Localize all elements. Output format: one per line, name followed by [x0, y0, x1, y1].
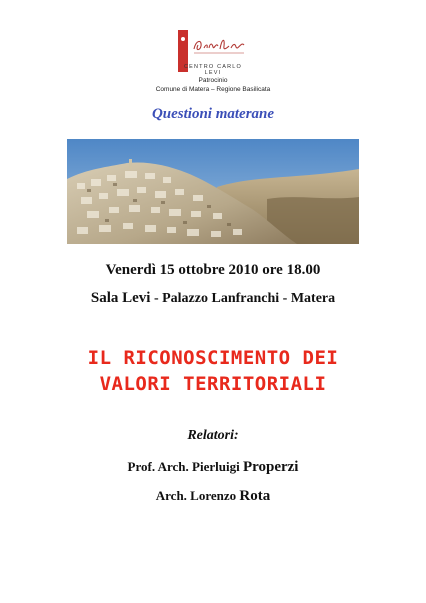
speakers-label: Relatori:	[187, 428, 239, 443]
speaker-1	[0, 459, 426, 476]
centro-carlo-levi-logo	[178, 30, 248, 76]
venue-hall: Sala Levi	[90, 290, 151, 306]
speaker-1-surname: Properzi	[242, 459, 299, 475]
matera-sassi-photo	[67, 139, 359, 244]
logo-dot	[181, 37, 185, 41]
event-date-time: Venerdì 15 ottobre 2010 ore 18.00	[105, 262, 321, 278]
series-title: Questioni materane	[151, 106, 275, 122]
speaker-2-surname: Rota	[239, 488, 271, 504]
event-venue	[0, 290, 426, 307]
logo-name: CENTRO CARLO LEVI	[183, 64, 243, 76]
patrocinio-label: Patrocinio	[198, 77, 228, 84]
signature-icon	[192, 34, 248, 56]
event-title-line-1: IL RICONOSCIMENTO DEI	[87, 347, 339, 369]
matera-landscape-image	[67, 139, 359, 244]
speaker-1-prefix: Prof. Arch. Pierluigi	[127, 459, 243, 474]
patron-institutions: Comune di Matera – Regione Basilicata	[155, 86, 271, 93]
speaker-2-prefix: Arch. Lorenzo	[155, 488, 240, 503]
event-title-line-2: VALORI TERRITORIALI	[99, 373, 327, 395]
speaker-2	[0, 488, 426, 505]
venue-building: - Palazzo Lanfranchi - Matera	[150, 291, 336, 306]
